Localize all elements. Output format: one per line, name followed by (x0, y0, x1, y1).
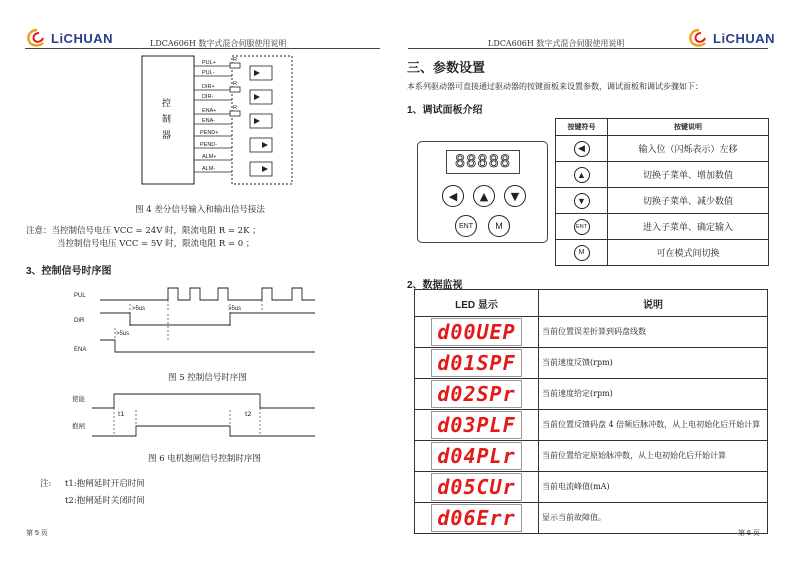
brand-name: LiCHUAN (51, 30, 113, 46)
svg-text:器: 器 (162, 131, 172, 141)
svg-text:制: 制 (162, 115, 172, 125)
signal-label: PUL (74, 293, 86, 299)
brand-logo-left (26, 28, 113, 48)
led-display: d00UEP (431, 318, 521, 346)
differential-wiring-diagram (140, 54, 300, 188)
header-rule-left (25, 48, 380, 49)
pin-label: PEND+ (200, 130, 219, 136)
left-button[interactable]: ◀ (442, 185, 464, 207)
note-t2: t2:抱闸延时关闭时间 (65, 496, 145, 506)
t1-label: t1 (118, 410, 125, 418)
intro-text: 本系列驱动器可直接通过驱动器的按键面板来设置参数，调试面板和调试步骤如下： (407, 82, 703, 91)
table-row: d04PLr 当前位置给定原始脉冲数，从上电初始化后开始计算 (415, 441, 768, 472)
control-timing-diagram (70, 284, 320, 356)
led-display: d05CUr (431, 473, 521, 501)
table-row: ◀ 输入位（闪烁表示）左移 (556, 136, 769, 162)
led-header: LED 显示 (415, 290, 539, 317)
ent-button[interactable]: ENT (455, 215, 477, 237)
led-table (414, 289, 768, 534)
key-header-symbol: 按键符号 (556, 119, 608, 136)
resistor-label: R (233, 105, 237, 111)
pin-label: DIR+ (202, 84, 215, 90)
pin-label: PUL+ (202, 60, 216, 66)
t2-label: t2 (245, 410, 252, 418)
pin-label: ENA+ (202, 108, 217, 114)
section3-title: 3、控制信号时序图 (26, 266, 112, 277)
debug-panel (417, 141, 548, 243)
table-row: d03PLF 当前位置反馈码盘 4 倍频后脉冲数，从上电初始化后开始计算 (415, 410, 768, 441)
delay-label: >5us (116, 331, 130, 337)
pin-label: PEND- (200, 142, 218, 148)
ent-icon: ENT (574, 219, 590, 235)
table-row: d06Err 显示当前故障值。 (415, 503, 768, 534)
header-rule-right (408, 48, 768, 49)
driver-box (232, 56, 292, 184)
resistor-label: R (233, 81, 237, 87)
led-display: d06Err (431, 504, 521, 532)
optocoupler (250, 162, 272, 176)
page-number-6: 第 6 页 (738, 530, 760, 537)
note-t1: t1:抱闸延时开启时间 (65, 479, 145, 489)
table-row: ENT 进入子菜单、确定输入 (556, 214, 769, 240)
note-line-1: 注意：当控制信号电压 VCC = 24V 时，限流电阻 R = 2K ； (26, 226, 261, 236)
sec2-title: 2、数据监视 (407, 280, 463, 291)
key-header-desc: 按键说明 (608, 119, 769, 136)
notes-label: 注: (40, 479, 52, 489)
left-arrow-icon: ◀ (574, 141, 590, 157)
table-row: d00UEP 当前位置误差折算到码盘线数 (415, 317, 768, 348)
up-button[interactable]: ▲ (473, 185, 495, 207)
pin-label: ENA- (202, 118, 216, 124)
optocoupler (250, 114, 272, 128)
brake-timing-diagram (70, 388, 320, 440)
m-button[interactable]: M (488, 215, 510, 237)
note-line-2: 当控制信号电压 VCC = 5V 时，限流电阻 R = 0 ； (57, 239, 255, 249)
desc-header: 说明 (539, 290, 768, 317)
optocoupler (250, 90, 272, 104)
signal-label: 使能 (72, 395, 85, 403)
pin-label: ALM- (202, 166, 216, 172)
brake-waveform (92, 426, 315, 436)
ena-waveform (100, 340, 315, 352)
led-display: d01SPF (431, 349, 521, 377)
led-display: d02SPr (431, 380, 521, 408)
m-icon: M (574, 245, 590, 261)
delay-label: >5us (132, 306, 146, 312)
signal-label: ENA (74, 347, 87, 353)
dir-waveform (100, 313, 315, 325)
pin-label: ALM+ (202, 154, 217, 160)
optocoupler (250, 138, 272, 152)
swirl-logo-icon (688, 28, 710, 48)
pin-label: DIR- (202, 94, 214, 100)
led-display: d03PLF (431, 411, 521, 439)
table-row: d01SPF 当前速度反馈(rpm) (415, 348, 768, 379)
svg-text:控: 控 (162, 99, 172, 109)
brand-logo-right (688, 28, 775, 48)
header-left: LDCA606H 数字式混合伺服使用说明 (150, 39, 287, 48)
swirl-logo-icon (26, 28, 48, 48)
fig4-caption: 图 4 差分信号输入和输出信号接法 (135, 205, 265, 215)
led-display: d04PLr (431, 442, 521, 470)
key-table (555, 118, 769, 266)
down-button[interactable]: ▼ (504, 185, 526, 207)
resistor-label: R (233, 57, 237, 63)
down-arrow-icon: ▼ (574, 193, 590, 209)
signal-label: 抱闸 (72, 422, 85, 430)
enable-waveform (92, 394, 315, 408)
table-row: M 可在模式间切换 (556, 240, 769, 266)
pin-label: PUL- (202, 70, 215, 76)
fig5-caption: 图 5 控制信号时序图 (168, 373, 247, 383)
table-row: ▼ 切换子菜单、减少数值 (556, 188, 769, 214)
sec1-title: 1、调试面板介绍 (407, 105, 483, 116)
table-row: ▲ 切换子菜单、增加数值 (556, 162, 769, 188)
table-row: d05CUr 当前电流峰值(mA) (415, 472, 768, 503)
page-number-5: 第 5 页 (26, 530, 48, 537)
chapter-title: 三、参数设置 (407, 60, 486, 75)
controller-label (162, 97, 171, 141)
header-right: LDCA606H 数字式混合伺服使用说明 (488, 39, 625, 48)
signal-label: DIR (74, 318, 85, 324)
pul-waveform (100, 288, 315, 300)
delay-label: >5us (228, 306, 242, 312)
brand-name: LiCHUAN (713, 30, 775, 46)
fig6-caption: 图 6 电机抱闸信号控制时序图 (148, 454, 261, 464)
table-row: d02SPr 当前速度给定(rpm) (415, 379, 768, 410)
segment-display: 88888 (446, 150, 520, 174)
optocoupler (250, 66, 272, 80)
up-arrow-icon: ▲ (574, 167, 590, 183)
